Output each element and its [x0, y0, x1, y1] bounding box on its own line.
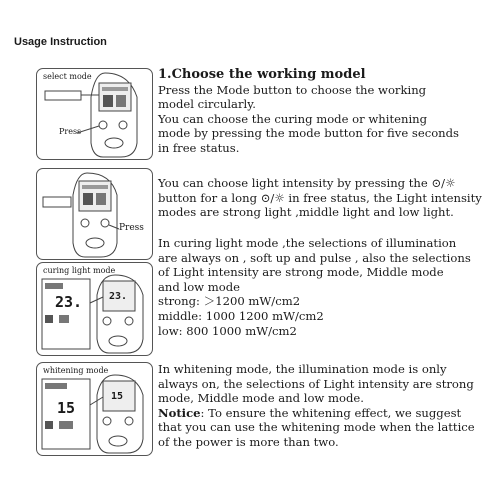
whitening-digits-large: 15: [57, 399, 76, 417]
section-3-text: [158, 236, 493, 338]
section-2-line: You can choose light intensity by pressing the ⊙/☼: [158, 176, 456, 190]
section-4-line: always on, the selections of Light intensity are strong: [158, 376, 474, 391]
curing-mode-panel: [36, 262, 153, 356]
whitening-device-illustration: [37, 363, 152, 455]
select-mode-label: select mode: [43, 72, 92, 81]
select-press-label: Press: [59, 127, 82, 136]
section-2-text: [158, 176, 493, 220]
intensity-press-label: Press: [119, 223, 144, 233]
section-4-line: In whitening mode, the illumination mode is only: [158, 362, 447, 376]
section-3-line: and low mode: [158, 279, 241, 294]
section-3-line: low: 800 1000 mW/cm2: [158, 323, 297, 338]
select-mode-device-illustration: [37, 69, 152, 159]
curing-digits-large: 23.: [55, 293, 83, 311]
section-4-text: [158, 362, 493, 450]
notice-line: that you can use the whitening mode when the lattice: [158, 420, 475, 435]
section-3-line: In curing light mode ,the selections of illumination: [158, 236, 457, 250]
section-2-line: modes are strong light ,middle light and low light.: [158, 205, 454, 220]
section-3-line: are always on , soft up and pulse , also the selections: [158, 250, 471, 265]
section-4-line: mode, Middle mode and low mode.: [158, 391, 364, 406]
section-1-line: Press the Mode button to choose the working: [158, 82, 427, 97]
notice-text: : To ensure the whitening effect, we suggest: [200, 405, 462, 420]
section-1-line: in free status.: [158, 140, 240, 155]
whitening-digits-small: 15: [111, 391, 124, 402]
section-1-line: mode by pressing the mode button for five seconds: [158, 126, 460, 141]
whitening-mode-label: whitening mode: [43, 366, 109, 375]
curing-digits-small: 23.: [109, 291, 128, 302]
section-1-line: You can choose the curing mode or whitening: [158, 111, 428, 126]
notice-label: Notice: [158, 405, 201, 420]
section-3-line: of Light intensity are strong mode, Middle mode: [158, 265, 444, 280]
section-2-line: button for a long ⊙/☼ in free status, the Light intensity: [158, 190, 482, 205]
intensity-device-illustration: [37, 169, 152, 259]
whitening-mode-panel: [36, 362, 153, 456]
section-1-line: model circularly.: [158, 97, 256, 112]
notice-line: of the power is more than two.: [158, 434, 339, 449]
intensity-panel: [36, 168, 153, 260]
section-1-title: 1.Choose the working model: [158, 67, 366, 82]
notice-line: [158, 406, 493, 421]
page-heading: Usage Instruction: [14, 36, 107, 48]
section-3-line: middle: 1000 1200 mW/cm2: [158, 308, 324, 323]
section-3-line: strong: ＞1200 mW/cm2: [158, 294, 301, 309]
section-1-text: [158, 68, 493, 156]
curing-mode-label: curing light mode: [43, 266, 116, 275]
select-mode-panel: [36, 68, 153, 160]
